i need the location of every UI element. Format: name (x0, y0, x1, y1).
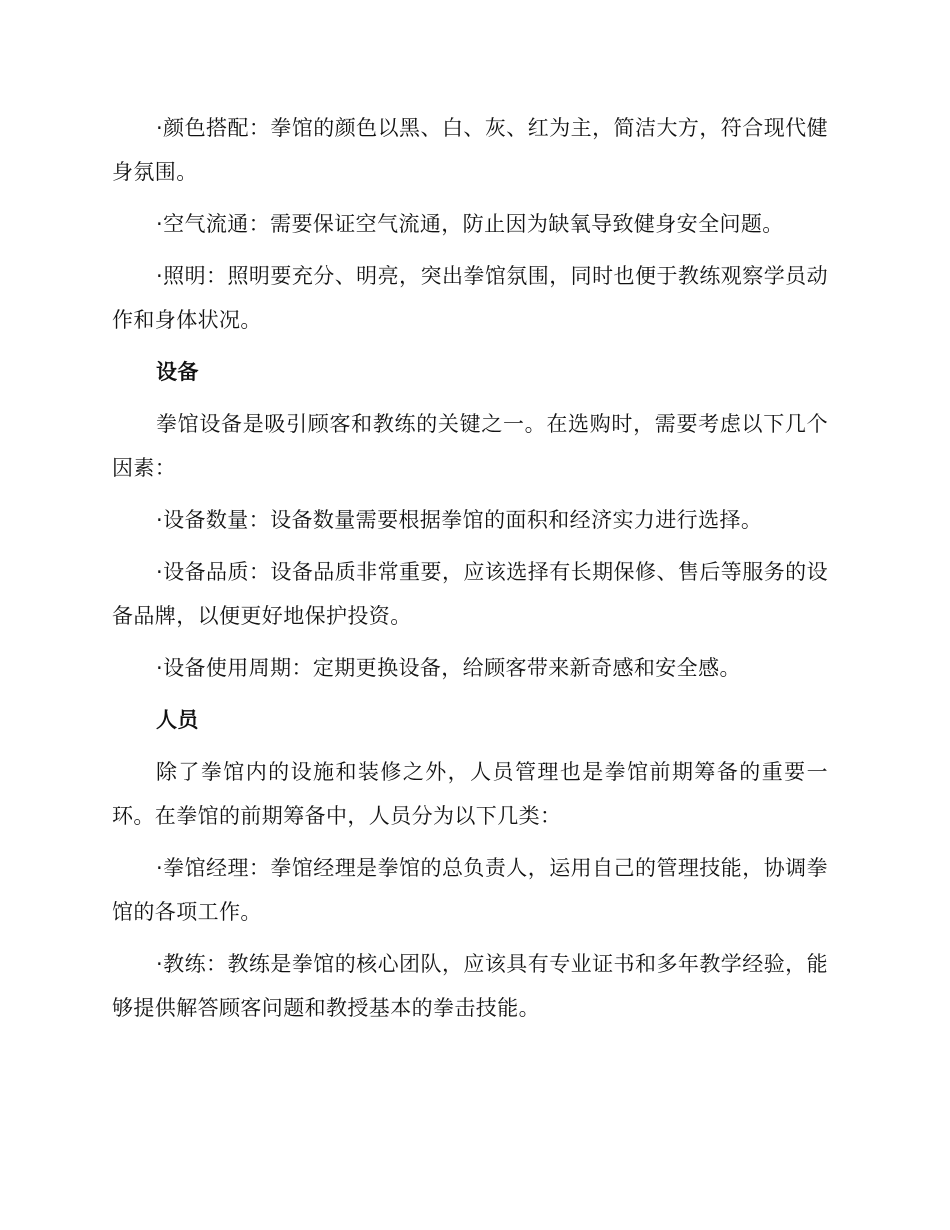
paragraph-equipment-intro: 拳馆设备是吸引顾客和教练的关键之一。在选购时，需要考虑以下几个因素： (112, 412, 828, 480)
bullet-gym-manager: ·拳馆经理：拳馆经理是拳馆的总负责人，运用自己的管理技能，协调拳馆的各项工作。 (112, 856, 828, 924)
bullet-equipment-lifecycle: ·设备使用周期：定期更换设备，给顾客带来新奇感和安全感。 (156, 656, 741, 680)
section-heading-equipment: 设备 (156, 360, 199, 384)
bullet-equipment-quality: ·设备品质：设备品质非常重要，应该选择有长期保修、售后等服务的设备品牌，以便更好地保护投资。 (112, 560, 828, 628)
bullet-air-circulation: ·空气流通：需要保证空气流通，防止因为缺氧导致健身安全问题。 (156, 212, 784, 236)
paragraph-staff-intro: 除了拳馆内的设施和装修之外，人员管理也是拳馆前期筹备的重要一环。在拳馆的前期筹备中，人员分为以下几类： (112, 760, 828, 828)
bullet-coach: ·教练：教练是拳馆的核心团队，应该具有专业证书和多年教学经验，能够提供解答顾客问题和教授基本的拳击技能。 (112, 952, 828, 1020)
bullet-color-scheme: ·颜色搭配：拳馆的颜色以黑、白、灰、红为主，简洁大方，符合现代健身氛围。 (112, 116, 828, 184)
section-heading-staff: 人员 (156, 708, 199, 732)
bullet-equipment-quantity: ·设备数量：设备数量需要根据拳馆的面积和经济实力进行选择。 (156, 508, 763, 532)
document-body (112, 106, 828, 1038)
bullet-lighting: ·照明：照明要充分、明亮，突出拳馆氛围，同时也便于教练观察学员动作和身体状况。 (112, 264, 828, 332)
